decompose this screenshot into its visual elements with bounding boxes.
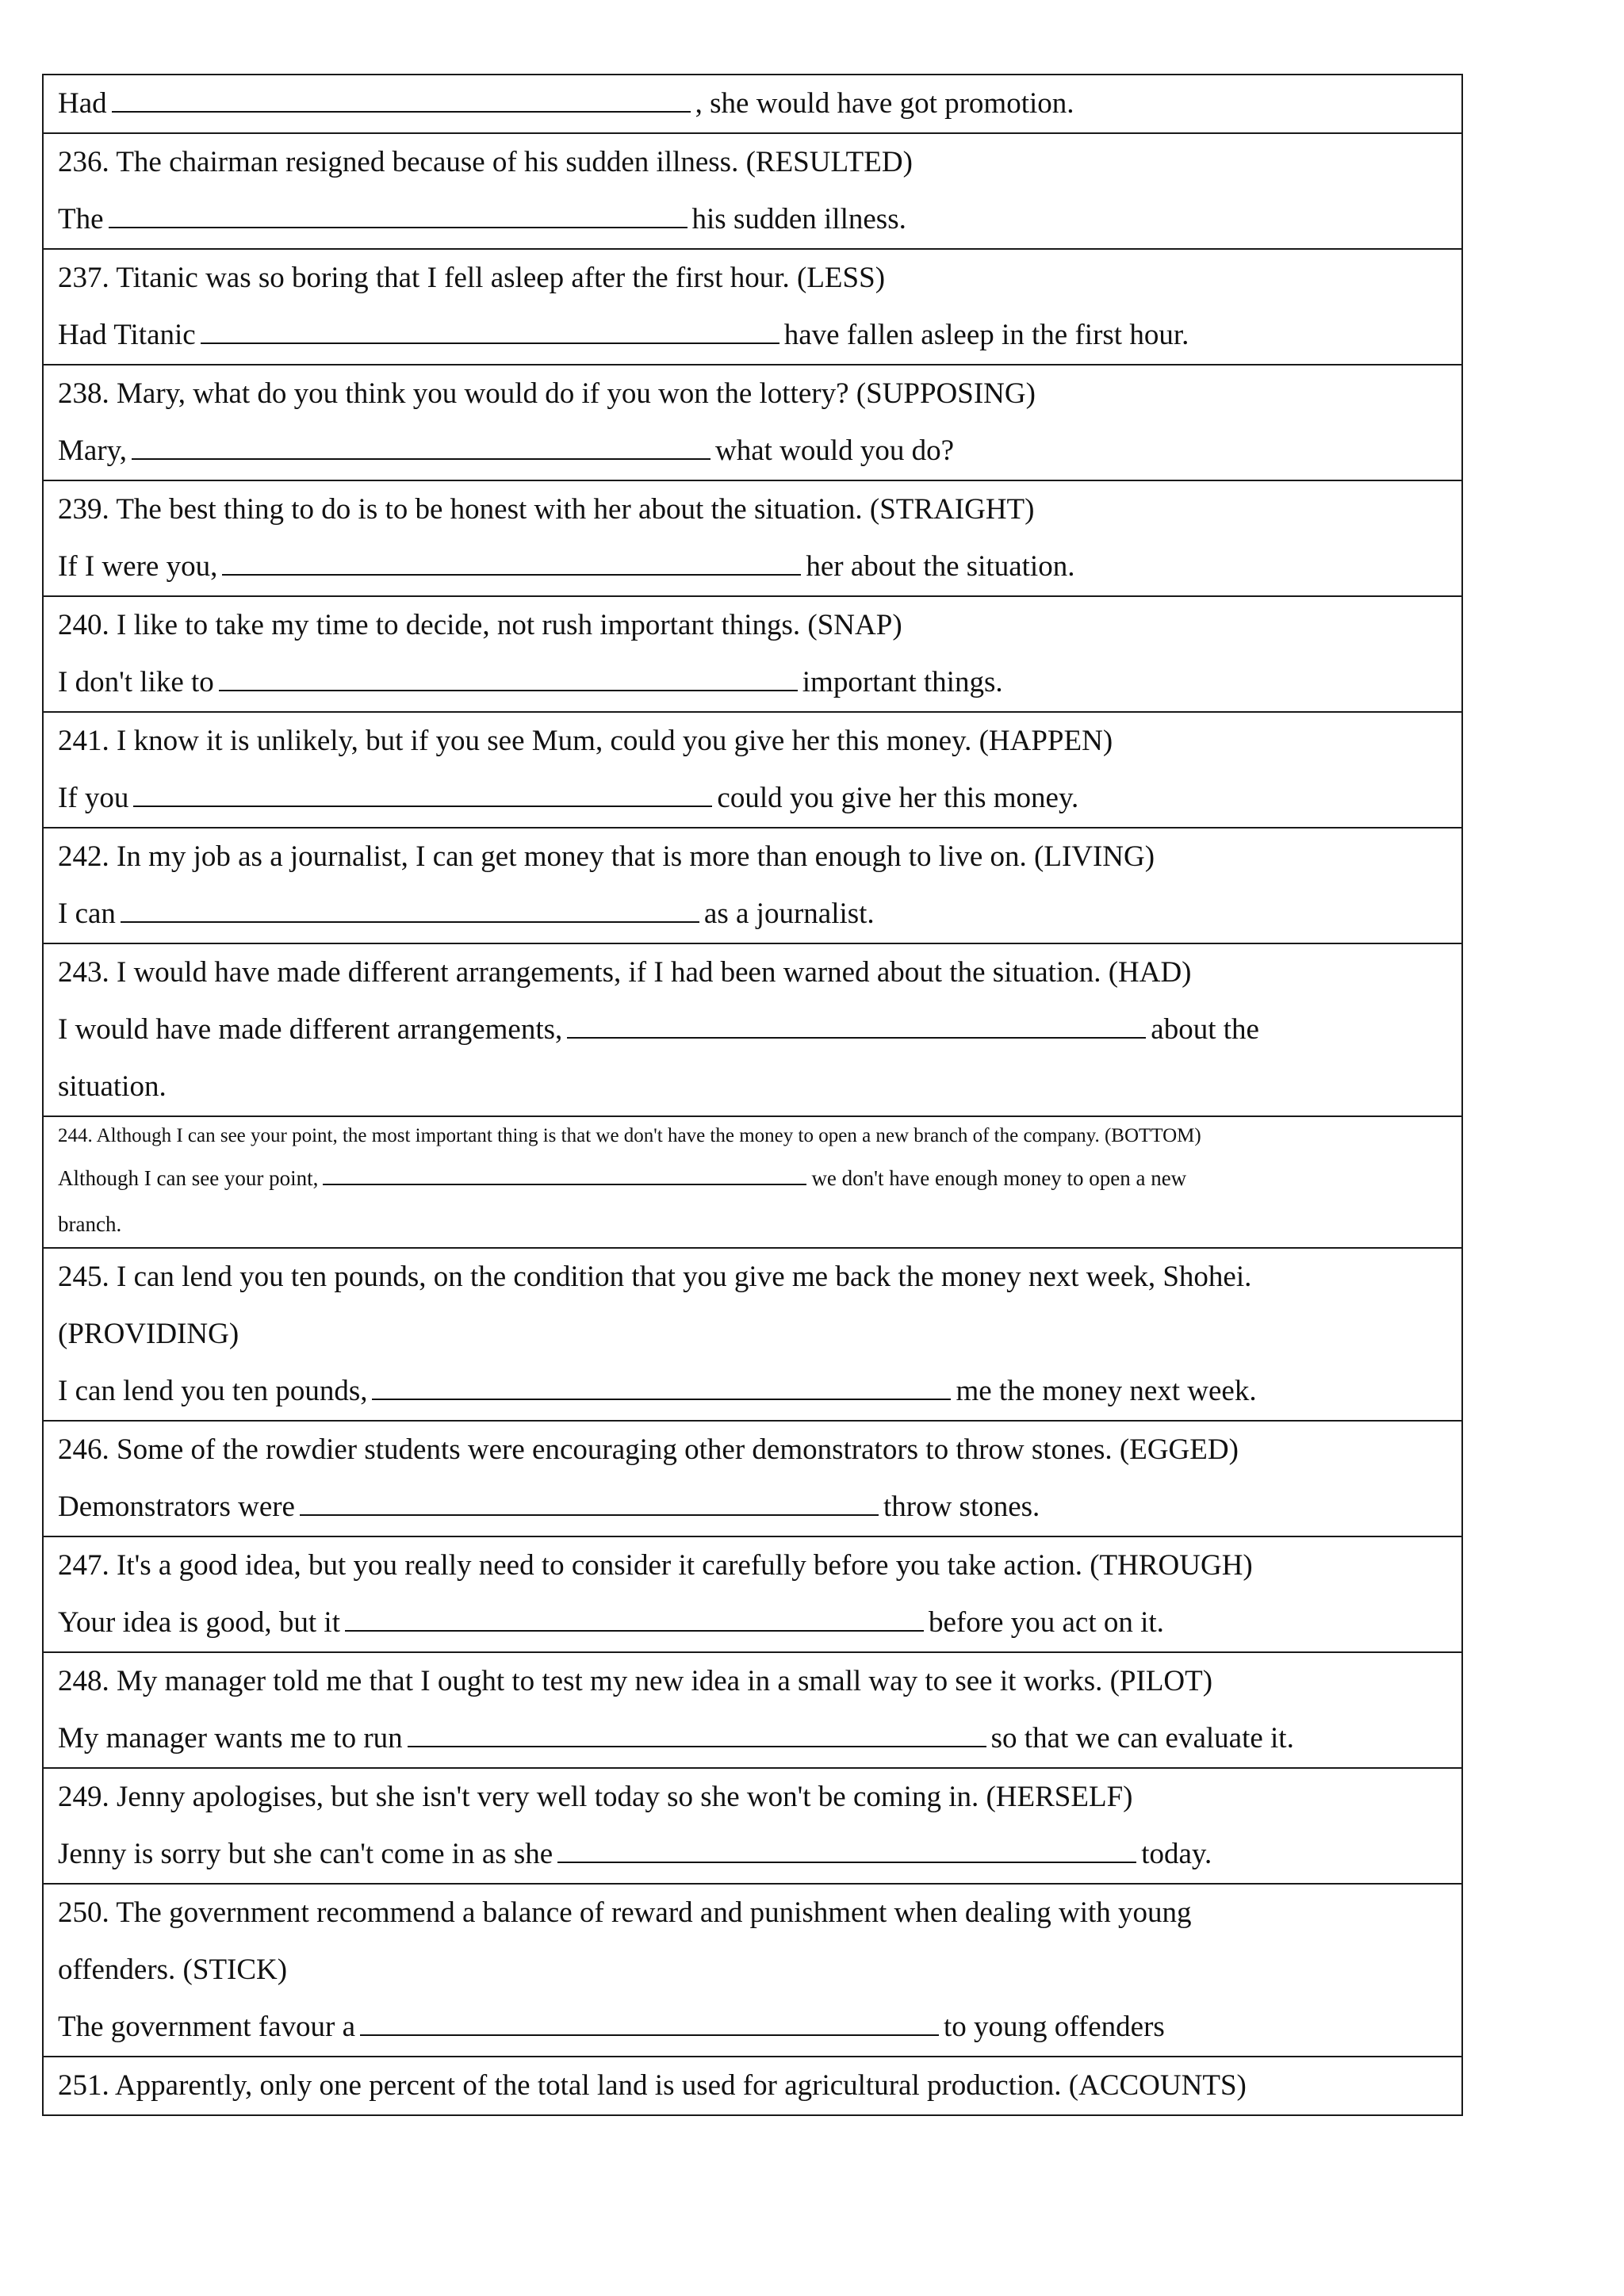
line-text: 247. It's a good idea, but you really need to consider it carefully before you take action. (THROUGH) [58, 1549, 1253, 1582]
line-text-after: his sudden illness. [691, 203, 906, 235]
prompt-line [58, 1885, 1447, 1942]
prompt-line [58, 1058, 1447, 1115]
exercise-cell [43, 1536, 1462, 1652]
line-text-after: before you act on it. [928, 1606, 1164, 1639]
line-text: 246. Some of the rowdier students were encouraging other demonstrators to throw stones. (EGGED) [58, 1433, 1239, 1466]
exercise-cell [43, 133, 1462, 249]
line-text: 249. Jenny apologises, but she isn't very well today so she won't be coming in. (HERSELF) [58, 1781, 1133, 1813]
line-text-after: could you give her this money. [717, 782, 1079, 814]
exercise-cell [43, 1884, 1462, 2057]
exercise-row [43, 1884, 1462, 2057]
answer-blank[interactable] [300, 1513, 879, 1516]
line-text: Had [58, 87, 107, 120]
line-text: 242. In my job as a journalist, I can get money that is more than enough to live on. (LIVING) [58, 840, 1155, 873]
line-text: Although I can see your point, [58, 1166, 319, 1190]
answer-blank[interactable] [372, 1397, 951, 1400]
line-text: 237. Titanic was so boring that I fell asleep after the first hour. (LESS) [58, 262, 886, 294]
line-text: I don't like to [58, 666, 214, 698]
line-text: 244. Although I can see your point, the most important thing is that we don't have the money to open a new branch of the company. (BOTTOM) [58, 1125, 1201, 1146]
exercise-cell [43, 1652, 1462, 1768]
line-text: Jenny is sorry but she can't come in as she [58, 1838, 553, 1870]
answer-blank[interactable] [112, 109, 691, 113]
exercise-row [43, 1768, 1462, 1884]
prompt-line [58, 365, 1447, 423]
line-text: 245. I can lend you ten pounds, on the condition that you give me back the money next week, Shohei. [58, 1261, 1252, 1293]
exercise-row [43, 2057, 1462, 2115]
exercise-row [43, 365, 1462, 480]
answer-line [58, 886, 1447, 943]
exercise-cell [43, 943, 1462, 1116]
line-text-after: what would you do? [715, 434, 955, 467]
line-text: 240. I like to take my time to decide, not rush important things. (SNAP) [58, 609, 902, 641]
exercise-rows [43, 75, 1462, 2115]
line-text: Had Titanic [58, 319, 196, 351]
exercise-cell [43, 249, 1462, 365]
prompt-line [58, 1653, 1447, 1710]
answer-line [58, 770, 1447, 827]
prompt-line [58, 1306, 1447, 1363]
line-text-after: throw stones. [883, 1490, 1040, 1523]
exercise-row [43, 1652, 1462, 1768]
line-text: My manager wants me to run [58, 1722, 403, 1755]
exercise-row [43, 249, 1462, 365]
answer-line [58, 1594, 1447, 1651]
line-text: 238. Mary, what do you think you would do if you won the lottery? (SUPPOSING) [58, 377, 1036, 410]
exercise-row [43, 1421, 1462, 1536]
line-text: 250. The government recommend a balance of reward and punishment when dealing with young [58, 1896, 1192, 1929]
answer-line [58, 538, 1447, 595]
prompt-line [58, 944, 1447, 1001]
exercise-table [42, 74, 1463, 2116]
exercise-cell [43, 1116, 1462, 1248]
line-text: Demonstrators were [58, 1490, 295, 1523]
exercise-row [43, 75, 1462, 133]
line-text-after: about the [1151, 1013, 1259, 1046]
line-text: (PROVIDING) [58, 1318, 239, 1350]
answer-blank[interactable] [408, 1744, 986, 1747]
exercise-row [43, 1116, 1462, 1248]
line-text: 251. Apparently, only one percent of the total land is used for agricultural production. (ACCOUNTS) [58, 2069, 1247, 2102]
line-text: 243. I would have made different arrangements, if I had been warned about the situation. (HAD) [58, 956, 1192, 989]
answer-line [58, 191, 1447, 248]
answer-blank[interactable] [345, 1628, 924, 1632]
line-text: I can [58, 897, 116, 930]
answer-blank[interactable] [121, 920, 699, 923]
answer-blank[interactable] [567, 1035, 1146, 1039]
line-text: 236. The chairman resigned because of his sudden illness. (RESULTED) [58, 146, 913, 178]
prompt-line [58, 713, 1447, 770]
answer-line [58, 307, 1447, 364]
answer-line [58, 654, 1447, 711]
prompt-line [58, 481, 1447, 538]
line-text-after: , she would have got promotion. [695, 87, 1074, 120]
answer-blank[interactable] [132, 457, 710, 460]
line-text: branch. [58, 1212, 122, 1236]
line-text: situation. [58, 1070, 167, 1103]
exercise-cell [43, 596, 1462, 712]
prompt-line [58, 2057, 1447, 2114]
prompt-line [58, 828, 1447, 886]
exercise-cell [43, 1421, 1462, 1536]
answer-line [58, 75, 1447, 132]
prompt-line [58, 1942, 1447, 1999]
prompt-line [58, 134, 1447, 191]
answer-blank[interactable] [133, 804, 712, 807]
line-text-after: important things. [802, 666, 1003, 698]
answer-line [58, 1999, 1447, 2056]
exercise-row [43, 133, 1462, 249]
line-text-after: we don't have enough money to open a new [811, 1166, 1187, 1190]
answer-blank[interactable] [360, 2033, 939, 2036]
prompt-line [58, 597, 1447, 654]
answer-line [58, 423, 1447, 480]
answer-line [58, 1363, 1447, 1420]
exercise-cell [43, 1768, 1462, 1884]
exercise-cell [43, 1248, 1462, 1421]
answer-line [58, 1826, 1447, 1883]
exercise-row [43, 712, 1462, 828]
exercise-cell [43, 480, 1462, 596]
answer-line [58, 1710, 1447, 1767]
line-text: offenders. (STICK) [58, 1954, 288, 1986]
exercise-row [43, 480, 1462, 596]
answer-blank[interactable] [557, 1860, 1136, 1863]
prompt-line [58, 1422, 1447, 1479]
exercise-cell [43, 2057, 1462, 2115]
line-text-after: her about the situation. [806, 550, 1075, 583]
prompt-line [58, 1537, 1447, 1594]
answer-blank[interactable] [109, 225, 688, 228]
answer-blank[interactable] [222, 572, 801, 576]
line-text-after: so that we can evaluate it. [990, 1722, 1294, 1755]
exercise-row [43, 1536, 1462, 1652]
answer-blank[interactable] [219, 688, 798, 691]
exercise-cell [43, 712, 1462, 828]
line-text: 239. The best thing to do is to be honest with her about the situation. (STRAIGHT) [58, 493, 1035, 526]
prompt-line [58, 1117, 1447, 1155]
line-text: If I were you, [58, 550, 218, 583]
line-text-after: to young offenders [944, 2011, 1165, 2043]
exercise-cell [43, 828, 1462, 943]
prompt-line [58, 1249, 1447, 1306]
answer-line [58, 1479, 1447, 1536]
answer-line [58, 1001, 1447, 1058]
line-text: The [58, 203, 104, 235]
answer-line [58, 1155, 1447, 1201]
line-text: Your idea is good, but it [58, 1606, 340, 1639]
line-text-after: have fallen asleep in the first hour. [783, 319, 1189, 351]
prompt-line [58, 1201, 1447, 1247]
line-text: 241. I know it is unlikely, but if you see Mum, could you give her this money. (HAPPEN) [58, 725, 1113, 757]
line-text: I would have made different arrangements, [58, 1013, 563, 1046]
exercise-row [43, 943, 1462, 1116]
exercise-row [43, 596, 1462, 712]
line-text-after: me the money next week. [956, 1375, 1257, 1407]
exercise-cell [43, 75, 1462, 133]
line-text: I can lend you ten pounds, [58, 1375, 368, 1407]
line-text-after: as a journalist. [703, 897, 875, 930]
line-text: If you [58, 782, 129, 814]
answer-blank[interactable] [201, 341, 779, 344]
exercise-cell [43, 365, 1462, 480]
line-text-after: today. [1141, 1838, 1212, 1870]
prompt-line [58, 250, 1447, 307]
answer-blank[interactable] [323, 1182, 806, 1185]
line-text: 248. My manager told me that I ought to test my new idea in a small way to see it works. (PILOT) [58, 1665, 1213, 1697]
exercise-row [43, 1248, 1462, 1421]
line-text: Mary, [58, 434, 127, 467]
prompt-line [58, 1769, 1447, 1826]
line-text: The government favour a [58, 2011, 355, 2043]
exercise-row [43, 828, 1462, 943]
